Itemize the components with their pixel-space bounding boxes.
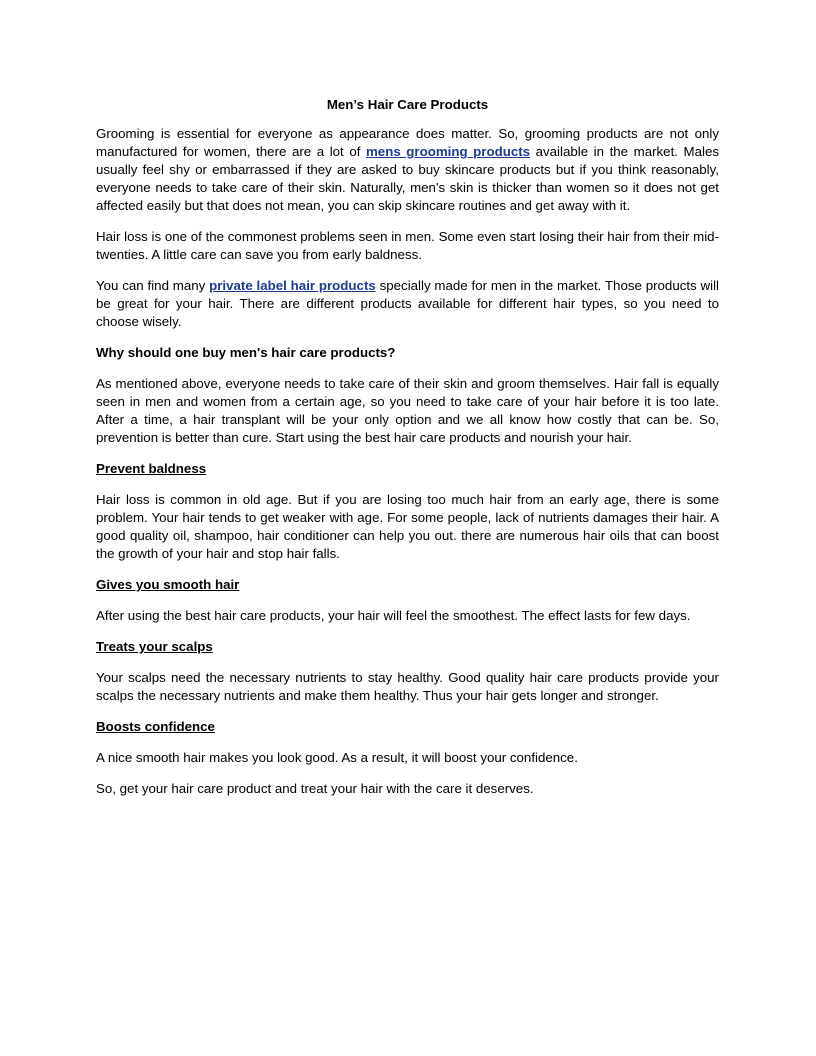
private-label-text-start: You can find many <box>96 278 210 293</box>
intro-text-end: available in the market. Males usually feel shy or embarrassed if they are asked to buy skincare products but if you think reasonably, everyone needs to take care of their skin. Naturally, men's skin is thicker than women so it does not get affected easily but that does not mean, you can skip skincare routines and get away with it. <box>96 144 720 213</box>
intro-paragraph <box>96 125 719 215</box>
private-label-paragraph <box>96 277 719 331</box>
hair-loss-paragraph: Hair loss is one of the commonest problems seen in men. Some even start losing their hair from their mid-twenties. A little care can save you from early baldness. <box>96 229 719 262</box>
private-label-text-end: specially made for men in the market. Those products will be great for your hair. There are different products available for different hair types, so you need to choose wisely. <box>96 278 719 329</box>
why-heading: Why should one buy men's hair care products? <box>96 345 396 360</box>
section-heading-prevent-baldness: Prevent baldness <box>96 461 207 476</box>
intro-text-start: Grooming is essential for everyone as appearance does matter. So, grooming products are not only manufactured for women, there are a lot of <box>96 126 719 159</box>
document-page <box>96 96 719 811</box>
section-body-boosts-confidence: A nice smooth hair makes you look good. As a result, it will boost your confidence. <box>96 750 578 765</box>
private-label-hair-products-link[interactable]: private label hair products <box>209 278 376 293</box>
section-body-prevent-baldness: Hair loss is common in old age. But if you are losing too much hair from an early age, there is some problem. Your hair tends to get weaker with age. For some people, lack of nutrients damages their hair. A good quality oil, shampoo, hair conditioner can help you out. there are numerous hair oils that can boost the growth of your hair and stop hair falls. <box>96 492 719 561</box>
why-paragraph: As mentioned above, everyone needs to take care of their skin and groom themselves. Hair fall is equally seen in men and women from a certain age, so you need to take care of your hair before it is too late. After a time, a hair transplant will be your only option and we all know how costly that can be. So, prevention is better than cure. Start using the best hair care products and nourish your hair. <box>96 376 719 445</box>
mens-grooming-products-link[interactable]: mens grooming products <box>365 144 531 159</box>
section-body-smooth-hair: After using the best hair care products, your hair will feel the smoothest. The effect lasts for few days. <box>96 608 691 623</box>
section-heading-smooth-hair: Gives you smooth hair <box>96 577 240 592</box>
closing-paragraph: So, get your hair care product and treat your hair with the care it deserves. <box>96 781 534 796</box>
section-heading-boosts-confidence: Boosts confidence <box>96 719 215 734</box>
document-title: Men’s Hair Care Products <box>326 97 489 112</box>
section-heading-treats-scalps: Treats your scalps <box>96 639 213 654</box>
section-body-treats-scalps: Your scalps need the necessary nutrients to stay healthy. Good quality hair care products provide your scalps the necessary nutrients and make them healthy. Thus your hair gets longer and stronger. <box>96 670 719 703</box>
